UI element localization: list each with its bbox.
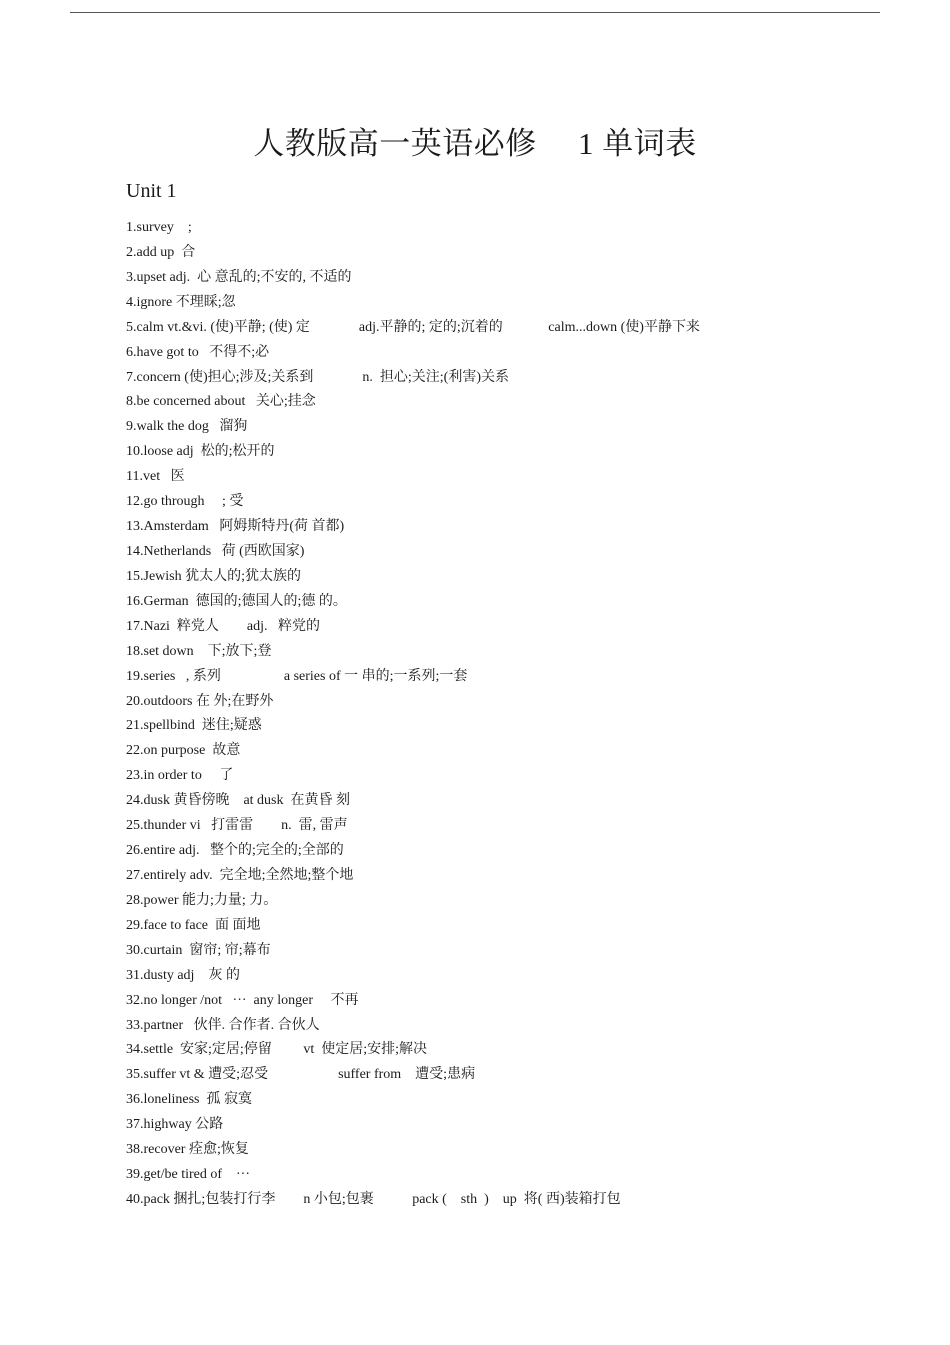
vocab-entry: 25.thunder vi 打雷雷 n. 雷, 雷声: [126, 818, 348, 834]
vocab-entry: 3.upset adj. 心 意乱的;不安的, 不适的: [126, 269, 352, 285]
vocab-entry: 27.entirely adv. 完全地;全然地;整个地: [126, 867, 354, 883]
vocab-entry: 1.survey ;: [126, 220, 192, 235]
vocab-entry: 15.Jewish 犹太人的;犹太族的: [126, 568, 301, 584]
vocab-entry: 12.go through ; 受: [126, 494, 244, 510]
vocab-entry: 13.Amsterdam 阿姆斯特丹(荷 首都): [126, 519, 345, 535]
vocab-entry: 30.curtain 窗帘; 帘;幕布: [126, 942, 271, 958]
vocab-entry: 31.dusty adj 灰 的: [126, 967, 240, 983]
vocab-entry: 16.German 德国的;德国人的;德 的。: [126, 593, 347, 609]
vocab-entry: 29.face to face 面 面地: [126, 917, 261, 933]
vocab-entry: 26.entire adj. 整个的;完全的;全部的: [126, 843, 344, 859]
vocab-entry: 24.dusk 黄昏傍晚 at dusk 在黄昏 刻: [126, 793, 350, 809]
vocab-entry: 11.vet 医: [126, 469, 185, 485]
vocab-entry: 17.Nazi 粹党人 adj. 粹党的: [126, 618, 321, 634]
vocab-entry: 2.add up 合: [126, 244, 196, 260]
vocab-entry: 34.settle 安家;定居;停留 vt 使定居;安排;解决: [126, 1042, 427, 1058]
vocab-entry: 20.outdoors 在 外;在野外: [126, 693, 274, 709]
page-title: 人教版高一英语必修 1 单词表: [253, 126, 697, 161]
vocab-entry: 10.loose adj 松的;松开的: [126, 444, 275, 460]
top-rule: [70, 12, 880, 13]
unit-heading: Unit 1: [126, 180, 177, 202]
vocab-entry: 23.in order to 了: [126, 768, 234, 784]
vocab-entry: 21.spellbind 迷住;疑惑: [126, 718, 262, 734]
vocab-entry: 18.set down 下;放下;登: [126, 643, 272, 659]
vocab-entry: 14.Netherlands 荷 (西欧国家): [126, 543, 305, 559]
vocab-entry: 9.walk the dog 溜狗: [126, 419, 248, 435]
vocab-entry: 32.no longer /not ··· any longer 不再: [126, 992, 359, 1008]
vocab-list: [126, 216, 700, 1213]
vocab-entry: 6.have got to 不得不;必: [126, 344, 270, 360]
vocab-entry: 35.suffer vt & 遭受;忍受 suffer from 遭受;患病: [126, 1067, 476, 1083]
vocab-entry: 28.power 能力;力量; 力。: [126, 892, 278, 908]
vocab-entry: 19.series , 系列 a series of 一 串的;一系列;一套: [126, 668, 468, 684]
vocab-entry: 36.loneliness 孤 寂寞: [126, 1092, 252, 1108]
vocab-entry: 40.pack 捆扎;包装打行李 n 小包;包裹 pack ( sth ) up 将( 西)装箱打包: [126, 1191, 621, 1207]
vocab-entry: 8.be concerned about 关心;挂念: [126, 394, 316, 410]
vocab-entry: 7.concern (使)担心;涉及;关系到 n. 担心;关注;(利害)关系: [126, 369, 510, 385]
vocab-entry: 37.highway 公路: [126, 1117, 224, 1133]
vocab-entry: 33.partner 伙伴. 合作者. 合伙人: [126, 1017, 320, 1033]
vocab-entry: 38.recover 痊愈;恢复: [126, 1142, 249, 1158]
vocab-entry: 22.on purpose 故意: [126, 743, 241, 759]
vocab-entry: 39.get/be tired of ···: [126, 1167, 251, 1183]
vocab-entry: 4.ignore 不理睬;忽: [126, 294, 236, 310]
vocab-entry: 5.calm vt.&vi. (使)平静; (使) 定 adj.平静的; 定的;沉着的 calm...down (使)平静下来: [126, 319, 700, 335]
